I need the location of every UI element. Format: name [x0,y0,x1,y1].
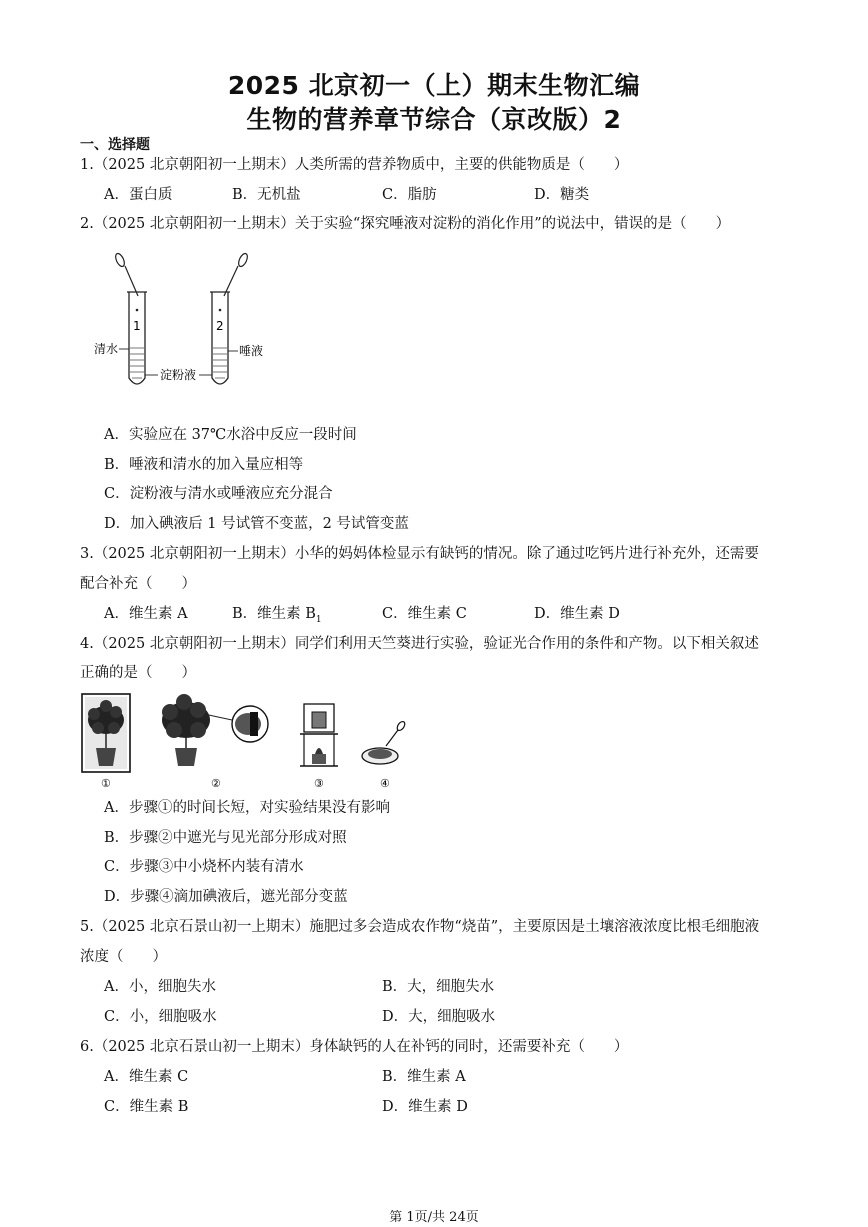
q3-stem-cont: 配合补充（ ） [80,576,196,592]
test-tube-2 [210,292,230,384]
step3-label: ③ [314,777,324,790]
q2-option-d: D．加入碘液后 1 号试管不变蓝，2 号试管变蓝 [104,516,409,532]
q4-stem-cont: 正确的是（ ） [80,665,196,681]
q4-option-b: B．步骤②中遮光与见光部分形成对照 [104,830,347,846]
q6-option-c: C．维生素 B [104,1099,189,1115]
test-tube-1 [127,292,147,384]
dropper-1 [114,252,138,296]
q3-option-b: B．维生素 $B_1$ [232,606,322,625]
label-water: 清水 [94,342,119,356]
q3-option-c: C．维生素 C [382,606,467,622]
q6-option-d: D．维生素 D [382,1099,468,1115]
step3-water-bath [300,704,338,766]
q3-option-a: A．维生素 A [104,606,188,622]
q5-stem: 5.（2025 北京石景山初一上期末）施肥过多会造成农作物“烧苗”，主要原因是土壤溶液浓度比根毛细胞液 [80,919,760,935]
q5-option-b: B．大，细胞失水 [382,979,495,995]
step4-iodine-dish [362,720,406,764]
step2-plant-with-covered-leaf [162,694,268,766]
q6-option-b: B．维生素 A [382,1069,466,1085]
label-starch: 淀粉液 [160,368,197,382]
q2-option-c: C．淀粉液与清水或唾液应充分混合 [104,486,333,502]
q4-option-d: D．步骤④滴加碘液后，遮光部分变蓝 [104,889,348,905]
section-heading: 一、选择题 [80,137,150,153]
q6-stem: 6.（2025 北京石景山初一上期末）身体缺钙的人在补钙的同时，还需要补充（ ） [80,1039,629,1055]
q1-option-c: C．脂肪 [382,187,437,203]
tube2-number: 2 [216,319,224,333]
q5-stem-cont: 浓度（ ） [80,949,167,965]
q1-option-b: B．无机盐 [232,187,301,203]
q5-option-c: C．小，细胞吸水 [104,1009,217,1025]
dropper-2 [224,252,249,296]
q3-stem: 3.（2025 北京朝阳初一上期末）小华的妈妈体检显示有缺钙的情况。除了通过吃钙片进行补充外，还需要 [80,546,759,562]
q4-option-c: C．步骤③中小烧杯内装有清水 [104,859,304,875]
q2-option-a: A．实验应在 37℃水浴中反应一段时间 [104,427,357,443]
step1-label: ① [101,777,111,790]
geranium-experiment-figure [80,690,420,794]
q4-stem: 4.（2025 北京朝阳初一上期末）同学们利用天竺葵进行实验，验证光合作用的条件和产物。以下相关叙述 [80,636,759,652]
q5-option-a: A．小，细胞失水 [104,979,216,995]
tube1-number: 1 [133,319,141,333]
q2-stem: 2.（2025 北京朝阳初一上期末）关于实验“探究唾液对淀粉的消化作用”的说法中，错误的是（ ） [80,216,731,232]
q4-option-a: A．步骤①的时间长短，对实验结果没有影响 [104,800,390,816]
q3-option-d: D．维生素 D [534,606,620,622]
doc-title-line2: 生物的营养章节综合（京改版）2 [246,105,622,134]
step2-label: ② [211,777,221,790]
q2-option-b: B．唾液和清水的加入量应相等 [104,457,304,473]
step4-label: ④ [380,777,390,790]
q6-option-a: A．维生素 C [104,1069,189,1085]
label-saliva: 唾液 [239,344,264,358]
q1-stem: 1.（2025 北京朝阳初一上期末）人类所需的营养物质中，主要的供能物质是（ ） [80,157,629,173]
q1-option-a: A．蛋白质 [104,187,173,203]
doc-title-line1: 2025 北京初一（上）期末生物汇编 [227,71,641,100]
page-number-footer: 第 1页/共 24页 [389,1210,479,1225]
q5-option-d: D．大，细胞吸水 [382,1009,496,1025]
q1-option-d: D．糖类 [534,187,590,203]
test-tube-figure [88,252,278,394]
step1-dark-box-plant [82,694,130,772]
